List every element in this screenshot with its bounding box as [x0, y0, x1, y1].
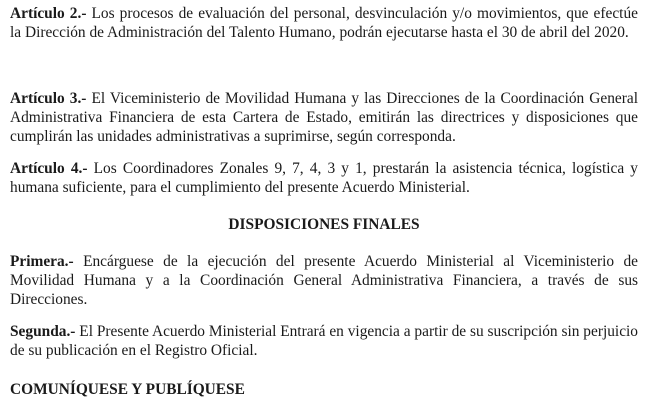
article-4 — [10, 159, 638, 197]
disposition-first — [10, 252, 638, 309]
article-4-text: Los Coordinadores Zonales 9, 7, 4, 3 y 1, prestarán la asistencia técnica, logística y humana suficiente, para el cumplimiento del presente Acuerdo Ministerial. — [10, 160, 638, 196]
article-2-text: Los procesos de evaluación del personal, desvinculación y/o movimientos, que efectúe la Dirección de Administración del Talento Humano, podrán ejecutarse hasta el 30 de abril del 2020. — [10, 5, 638, 41]
article-3 — [10, 89, 638, 146]
disposition-second-text: El Presente Acuerdo Ministerial Entrará en vigencia a partir de su suscripción sin perjuicio de su publicación en el Registro Oficial. — [10, 323, 638, 359]
disposition-first-label: Primera.- — [10, 253, 74, 270]
disposition-second-label: Segunda.- — [10, 323, 76, 340]
article-3-text: El Viceministerio de Movilidad Humana y las Direcciones de la Coordinación General Administrativa Financiera de esta Cartera de Estado, emitirán las directrices y disposiciones que cumplirán las unidades administrativas a suprimirse, según corresponda. — [10, 90, 638, 145]
section-heading: DISPOSICIONES FINALES — [228, 216, 420, 233]
disposition-first-text: Encárguese de la ejecución del presente Acuerdo Ministerial al Viceministerio de Movilidad Humana y a la Coordinación General Administrativa Financiera, a través de sus Direcciones. — [10, 253, 638, 308]
closing-statement: COMUNÍQUESE Y PUBLÍQUESE — [10, 381, 245, 398]
article-2 — [10, 4, 638, 42]
article-4-label: Artículo 4.- — [10, 160, 88, 177]
article-3-label: Artículo 3.- — [10, 90, 87, 107]
article-2-label: Artículo 2.- — [10, 5, 87, 22]
disposition-second — [10, 322, 638, 360]
